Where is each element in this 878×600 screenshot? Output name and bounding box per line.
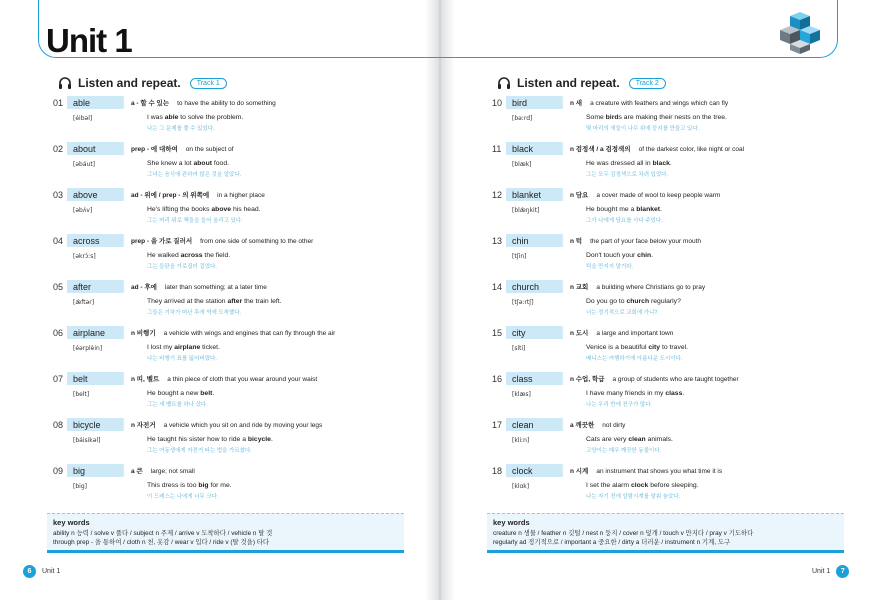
example-sentence: She knew a lot about food. <box>147 160 229 167</box>
entry-number: 04 <box>53 236 64 246</box>
translation: 그는 여동생에게 자전거 타는 법을 가르쳤다. <box>147 448 252 454</box>
entry-number: 18 <box>492 466 503 476</box>
definition-line <box>131 98 276 107</box>
example-sentence: Venice is a beautiful city to travel. <box>586 344 689 351</box>
definition: of the darkest color, like night or coal <box>638 146 745 153</box>
translation: 나는 비행기 표를 잃어버렸다. <box>147 356 217 362</box>
example-sentence: He bought me a blanket. <box>586 206 662 213</box>
word-entry <box>53 371 393 417</box>
entry-number: 15 <box>492 328 503 338</box>
headword: about <box>73 144 96 154</box>
definition: from one side of something to the other <box>200 238 314 245</box>
definition: a building where Christians go to pray <box>596 284 706 291</box>
part-of-speech: prep - 을 가로 질러서 <box>131 238 193 245</box>
pronunciation: [blǽŋkit] <box>512 207 540 214</box>
translation: 그들은 기차가 떠난 후에 역에 도착했다. <box>147 310 242 316</box>
pronunciation: [əkrɔ́ːs] <box>73 253 96 260</box>
word-entry <box>53 279 393 325</box>
entry-number: 12 <box>492 190 503 200</box>
translation: 너는 정기적으로 교회에 가니? <box>586 310 658 316</box>
entry-number: 16 <box>492 374 503 384</box>
pronunciation: [əbʌ́v] <box>73 207 93 214</box>
part-of-speech: prep - 에 대하여 <box>131 146 178 153</box>
word-entry <box>53 417 393 463</box>
word-entry <box>492 463 832 509</box>
left-key-words-box <box>47 513 404 553</box>
example-sentence: I have many friends in my class. <box>586 390 685 397</box>
footer-label: Unit 1 <box>42 568 61 575</box>
key-words-title: key words <box>53 518 90 527</box>
definition: to have the ability to do something <box>177 100 276 107</box>
section-label: Listen and repeat. <box>78 76 181 90</box>
headphones-icon <box>497 76 511 90</box>
headword: big <box>73 466 86 476</box>
definition-line <box>570 466 722 475</box>
headword: blanket <box>512 190 542 200</box>
headword: clock <box>512 466 533 476</box>
definition: later than something; at a later time <box>164 284 267 291</box>
definition-line <box>570 374 739 383</box>
key-words-line: creature n 생물 / feather n 깃털 / nest n 둥지 / cover n 덮개 / touch v 만지다 / pray v 기도하다 <box>493 530 754 537</box>
pronunciation: [éərplèin] <box>73 345 103 352</box>
pronunciation: [ǽftər] <box>73 299 95 306</box>
headphones-icon <box>58 76 72 90</box>
translation: 턱을 만지지 말거라. <box>586 264 634 270</box>
word-entry <box>53 187 393 233</box>
translation: 고양이는 매우 깨끗한 동물이다. <box>586 448 662 454</box>
example-sentence: This dress is too big for me. <box>147 482 232 489</box>
right-key-words-box <box>487 513 844 553</box>
translation: 나는 자기 전에 알람시계를 맞춰 놓았다. <box>586 494 681 500</box>
entry-number: 02 <box>53 144 64 154</box>
key-words-line: ability n 능력 / solve v 풀다 / subject n 주제 / arrive v 도착하다 / vehicle n 탈 것 <box>53 530 273 537</box>
pronunciation: [bəːrd] <box>512 115 533 122</box>
pronunciation: [báisikəl] <box>73 437 101 444</box>
word-entry <box>492 141 832 187</box>
key-words-line: through prep - 을 통하여 / cloth n 천, 옷감 / wear v 입다 / ride v (탈 것을) 타다 <box>53 539 270 546</box>
headword: city <box>512 328 526 338</box>
part-of-speech: a 큰 <box>131 468 143 475</box>
headword: across <box>73 236 100 246</box>
definition-line <box>131 144 234 153</box>
right-word-list <box>492 95 832 509</box>
word-entry <box>492 187 832 233</box>
word-entry <box>53 233 393 279</box>
left-section-header <box>58 76 227 90</box>
translation: 그는 모두 검정색으로 차려 입었다. <box>586 172 669 178</box>
word-entry <box>53 325 393 371</box>
definition-line <box>131 374 317 383</box>
entry-number: 09 <box>53 466 64 476</box>
footer-label: Unit 1 <box>812 568 831 575</box>
part-of-speech: ad - 위에 / prep - 의 위쪽에 <box>131 192 210 199</box>
definition: a creature with feathers and wings which can fly <box>590 100 729 107</box>
definition-line <box>570 282 705 291</box>
left-word-list <box>53 95 393 509</box>
word-entry <box>492 371 832 417</box>
entry-number: 11 <box>492 144 502 154</box>
definition-line <box>131 328 335 337</box>
cubes-icon <box>776 12 822 54</box>
headword: after <box>73 282 92 292</box>
definition: a group of students who are taught together <box>612 376 739 383</box>
example-sentence: Some birds are making their nests on the tree. <box>586 114 727 121</box>
definition: the part of your face below your mouth <box>590 238 701 245</box>
example-sentence: He was dressed all in black. <box>586 160 672 167</box>
definition-line <box>570 190 720 199</box>
key-words-line: regularly ad 정기적으로 / important a 중요한 / dirty a 더러운 / instrument n 기계, 도구 <box>493 539 731 546</box>
translation: 이 드레스는 나에게 너무 크다. <box>147 494 219 500</box>
translation: 몇 마리의 새들이 나무 위에 둥지를 만들고 있다. <box>586 126 700 132</box>
entry-number: 13 <box>492 236 503 246</box>
headword: bird <box>512 98 528 108</box>
translation: 베니스는 여행하기에 아름다운 도시이다. <box>586 356 683 362</box>
definition-line <box>570 98 728 107</box>
example-sentence: They arrived at the station after the train left. <box>147 298 282 305</box>
headword: bicycle <box>73 420 101 430</box>
example-sentence: Don't touch your chin. <box>586 252 654 259</box>
pronunciation: [big] <box>73 483 87 490</box>
example-sentence: Do you go to church regularly? <box>586 298 681 305</box>
part-of-speech: n 띠, 벨트 <box>131 376 160 383</box>
right-footer <box>812 565 849 578</box>
translation: 그는 들판을 가로질러 걸었다. <box>147 264 217 270</box>
translation: 나는 우리 반에 친구가 많다. <box>586 402 653 408</box>
definition-line <box>570 420 625 429</box>
definition-line <box>131 236 313 245</box>
entry-number: 17 <box>492 420 503 430</box>
part-of-speech: n 자전거 <box>131 422 156 429</box>
title-frame <box>38 0 838 58</box>
translation: 그녀는 음식에 관하여 많은 것을 알았다. <box>147 172 242 178</box>
pronunciation: [tʃəːrtʃ] <box>512 299 534 306</box>
example-sentence: He walked across the field. <box>147 252 231 259</box>
word-entry <box>492 279 832 325</box>
definition-line <box>131 190 265 199</box>
definition-line <box>570 236 701 245</box>
pronunciation: [klæs] <box>512 391 531 398</box>
pronunciation: [əbáut] <box>73 161 96 168</box>
example-sentence: He taught his sister how to ride a bicycle. <box>147 436 273 443</box>
definition-line <box>131 282 267 291</box>
pronunciation: [belt] <box>73 391 90 398</box>
definition: an instrument that shows you what time it is <box>596 468 723 475</box>
definition: on the subject of <box>185 146 234 153</box>
definition-line <box>131 466 195 475</box>
part-of-speech: n 수업, 학급 <box>570 376 605 383</box>
part-of-speech: n 시계 <box>570 468 589 475</box>
definition: not dirty <box>602 422 626 429</box>
headword: clean <box>512 420 534 430</box>
left-footer <box>23 565 60 578</box>
translation: 나는 그 문제를 풀 수 있었다. <box>147 126 215 132</box>
entry-number: 14 <box>492 282 503 292</box>
word-entry <box>492 325 832 371</box>
definition: a vehicle with wings and engines that can fly through the air <box>163 330 336 337</box>
definition: in a higher place <box>217 192 265 199</box>
example-sentence: I set the alarm clock before sleeping. <box>586 482 699 489</box>
pronunciation: [blæk] <box>512 161 532 168</box>
entry-number: 06 <box>53 328 64 338</box>
section-label: Listen and repeat. <box>517 76 620 90</box>
translation: 그는 새 벨트를 하나 샀다. <box>147 402 208 408</box>
page-number: 6 <box>23 565 36 578</box>
word-entry <box>53 463 393 509</box>
headword: above <box>73 190 98 200</box>
part-of-speech: n 담요 <box>570 192 589 199</box>
headword: black <box>512 144 534 154</box>
entry-number: 10 <box>492 98 503 108</box>
definition-line <box>570 328 673 337</box>
page-number: 7 <box>836 565 849 578</box>
word-entry <box>53 95 393 141</box>
headword: church <box>512 282 540 292</box>
definition-line <box>131 420 322 429</box>
example-sentence: I was able to solve the problem. <box>147 114 244 121</box>
pronunciation: [síti] <box>512 345 526 352</box>
word-bar <box>506 418 818 431</box>
part-of-speech: a - 할 수 있는 <box>131 100 170 107</box>
headword: able <box>73 98 91 108</box>
word-entry <box>492 233 832 279</box>
headword: chin <box>512 236 529 246</box>
part-of-speech: n 검정색 / a 검정색의 <box>570 146 631 153</box>
headword: class <box>512 374 533 384</box>
track-badge[interactable]: Track 2 <box>629 78 666 89</box>
headword: airplane <box>73 328 106 338</box>
headword: belt <box>73 374 88 384</box>
part-of-speech: ad - 후에 <box>131 284 157 291</box>
pronunciation: [tʃin] <box>512 253 527 260</box>
entry-number: 01 <box>53 98 64 108</box>
example-sentence: I lost my airplane ticket. <box>147 344 220 351</box>
right-section-header <box>497 76 666 90</box>
word-entry <box>492 95 832 141</box>
word-entry <box>53 141 393 187</box>
part-of-speech: n 도시 <box>570 330 589 337</box>
pronunciation: [kliːn] <box>512 437 530 444</box>
part-of-speech: n 교회 <box>570 284 589 291</box>
example-sentence: He's lifting the books above his head. <box>147 206 261 213</box>
definition: a thin piece of cloth that you wear around your waist <box>167 376 318 383</box>
word-entry <box>492 417 832 463</box>
definition: a vehicle which you sit on and ride by moving your legs <box>163 422 323 429</box>
part-of-speech: a 깨끗한 <box>570 422 595 429</box>
definition: a cover made of wool to keep people warm <box>596 192 721 199</box>
unit-title: Unit 1 <box>46 22 132 59</box>
example-sentence: Cats are very clean animals. <box>586 436 673 443</box>
part-of-speech: n 턱 <box>570 238 583 245</box>
translation: 그는 머리 위로 책들을 들어 올리고 있다. <box>147 218 243 224</box>
pronunciation: [klɑk] <box>512 483 530 490</box>
track-badge[interactable]: Track 1 <box>190 78 227 89</box>
entry-number: 05 <box>53 282 64 292</box>
word-bar <box>67 464 379 477</box>
entry-number: 08 <box>53 420 64 430</box>
translation: 그가 나에게 담요를 사다 주었다. <box>586 218 663 224</box>
key-words-title: key words <box>493 518 530 527</box>
entry-number: 07 <box>53 374 64 384</box>
entry-number: 03 <box>53 190 64 200</box>
definition: a large and important town <box>596 330 674 337</box>
definition: large; not small <box>150 468 195 475</box>
part-of-speech: n 비행기 <box>131 330 156 337</box>
book-gutter <box>425 0 455 600</box>
example-sentence: He bought a new belt. <box>147 390 215 397</box>
pronunciation: [éibəl] <box>73 115 93 122</box>
definition-line <box>570 144 744 153</box>
part-of-speech: n 새 <box>570 100 583 107</box>
